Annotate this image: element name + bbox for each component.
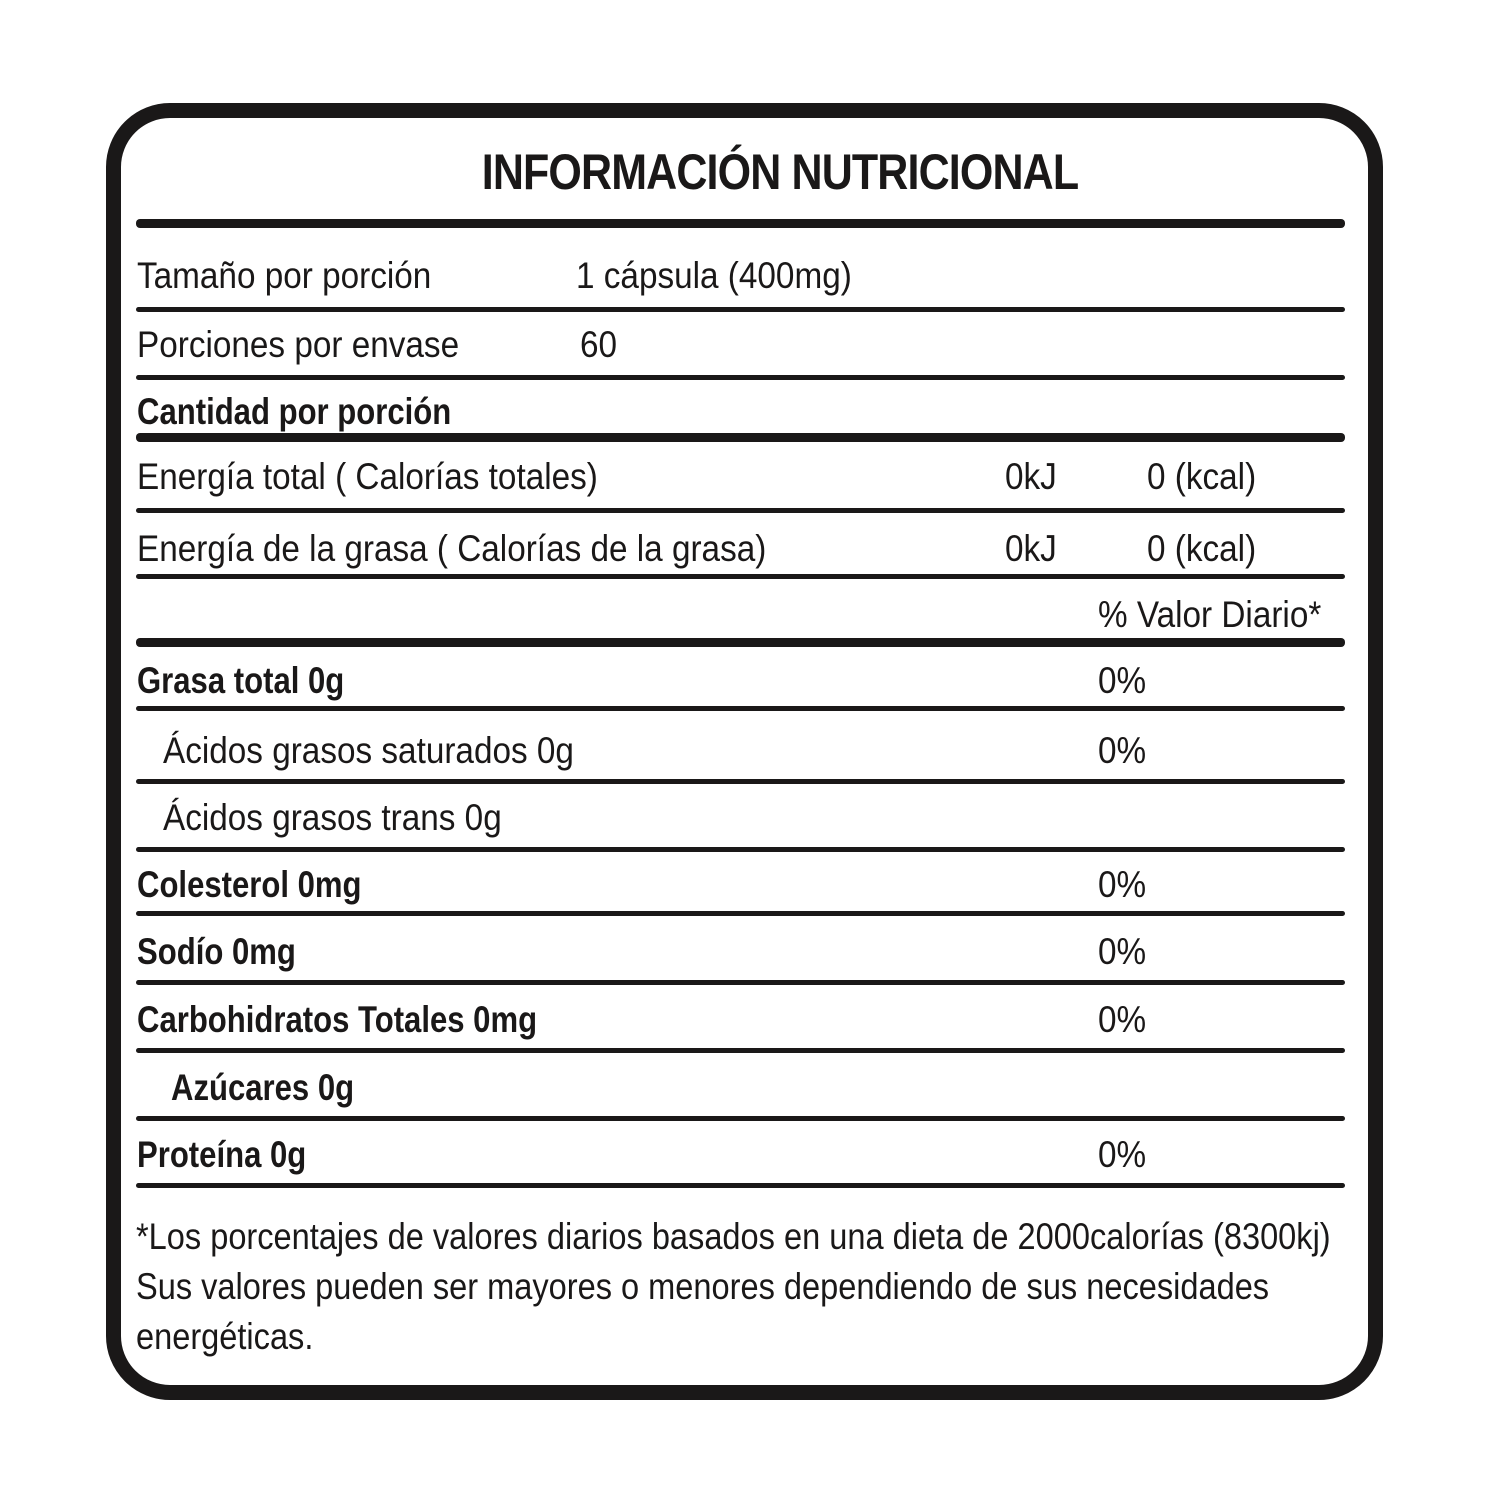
divider	[136, 779, 1345, 784]
nutrient-total-fat-dv: 0%	[1098, 660, 1147, 701]
footnote	[136, 1212, 1331, 1362]
divider	[136, 375, 1345, 380]
divider	[136, 1048, 1345, 1053]
nutrient-sodium-dv: 0%	[1098, 931, 1147, 972]
servings-per-container-label: Porciones por envase	[137, 324, 460, 365]
energy-fat-label: Energía de la grasa ( Calorías de la grasa)	[137, 528, 767, 569]
divider	[136, 847, 1345, 852]
divider	[136, 1116, 1345, 1121]
energy-fat-kj: 0kJ	[1005, 528, 1057, 569]
divider	[136, 574, 1345, 579]
nutrient-saturated-fat-dv: 0%	[1098, 730, 1147, 771]
servings-per-container-value: 60	[580, 324, 618, 365]
energy-total-label: Energía total ( Calorías totales)	[137, 456, 598, 497]
nutrient-trans-fat: Ácidos grasos trans 0g	[163, 797, 502, 838]
serving-size-value: 1 cápsula (400mg)	[576, 255, 852, 296]
nutrient-sugars: Azúcares 0g	[171, 1067, 355, 1108]
nutrient-total-fat: Grasa total 0g	[137, 660, 345, 701]
nutrient-protein: Proteína 0g	[137, 1134, 307, 1175]
divider	[136, 911, 1345, 916]
divider-thick	[136, 219, 1345, 228]
nutrient-cholesterol-dv: 0%	[1098, 864, 1147, 905]
energy-fat-kcal: 0 (kcal)	[1147, 528, 1257, 569]
footnote-line: *Los porcentajes de valores diarios basados en una dieta de 2000calorías (8300kj)	[136, 1216, 1331, 1257]
divider	[136, 706, 1345, 711]
daily-value-header: % Valor Diario*	[1098, 594, 1322, 635]
nutrient-carbohydrates: Carbohidratos Totales 0mg	[137, 999, 538, 1040]
amount-per-serving-header: Cantidad por porción	[137, 391, 452, 432]
nutrient-saturated-fat: Ácidos grasos saturados 0g	[163, 730, 574, 771]
divider	[136, 980, 1345, 985]
nutrient-sodium: Sodío 0mg	[137, 931, 296, 972]
divider-thick	[136, 638, 1345, 647]
divider	[136, 508, 1345, 513]
serving-size-label: Tamaño por porción	[137, 255, 432, 296]
energy-total-kcal: 0 (kcal)	[1147, 456, 1257, 497]
nutrient-carbohydrates-dv: 0%	[1098, 999, 1147, 1040]
label-title: INFORMACIÓN NUTRICIONAL	[481, 144, 1079, 200]
divider	[136, 1183, 1345, 1188]
nutrient-cholesterol: Colesterol 0mg	[137, 864, 362, 905]
footnote-line: energéticas.	[136, 1316, 314, 1357]
footnote-line: Sus valores pueden ser mayores o menores dependiendo de sus necesidades	[136, 1266, 1270, 1307]
divider	[136, 307, 1345, 312]
divider-thick	[136, 433, 1345, 442]
energy-total-kj: 0kJ	[1005, 456, 1057, 497]
nutrient-protein-dv: 0%	[1098, 1134, 1147, 1175]
